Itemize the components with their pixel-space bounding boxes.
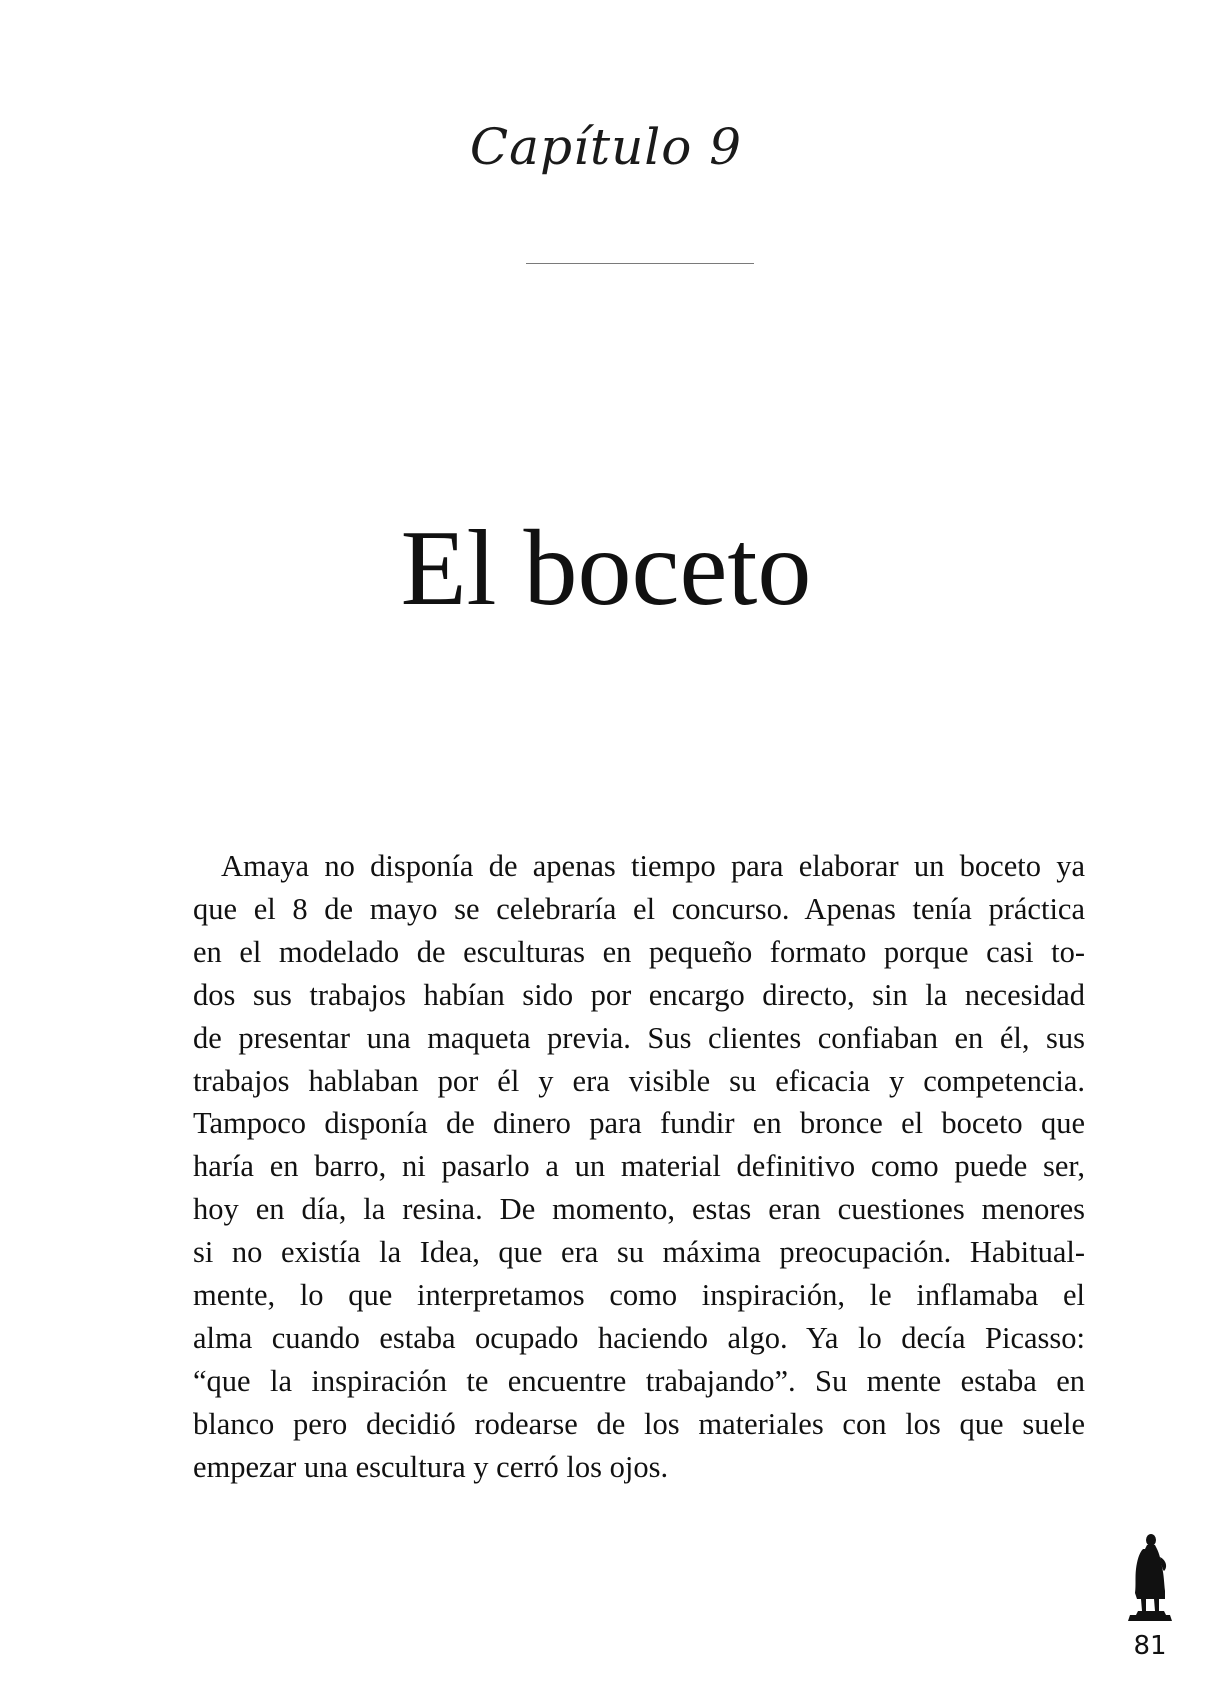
paragraph-line: empezar una escultura y cerró los ojos. bbox=[193, 1449, 669, 1484]
chapter-label: Capítulo 9 bbox=[469, 118, 743, 176]
chapter-divider bbox=[526, 263, 754, 264]
paragraph-line: “que la inspiración te encuentre trabajando”. Su mente estaba en bbox=[193, 1363, 1085, 1398]
chapter-title: El boceto bbox=[400, 509, 812, 628]
page-number: 81 bbox=[1133, 1631, 1167, 1661]
paragraph-line: alma cuando estaba ocupado haciendo algo. Ya lo decía Picasso: bbox=[193, 1320, 1085, 1355]
paragraph-line: que el 8 de mayo se celebraría el concurso. Apenas tenía práctica bbox=[193, 891, 1085, 926]
statue-silhouette-icon bbox=[1124, 1533, 1176, 1623]
paragraph-line: mente, lo que interpretamos como inspiración, le inflamaba el bbox=[193, 1278, 1085, 1313]
paragraph-line: haría en barro, ni pasarlo a un material definitivo como puede ser, bbox=[193, 1149, 1085, 1184]
paragraph-line: si no existía la Idea, que era su máxima preocupación. Habitual- bbox=[193, 1235, 1085, 1270]
paragraph-line: trabajos hablaban por él y era visible su eficacia y competencia. bbox=[193, 1063, 1085, 1098]
paragraph-line: Tampoco disponía de dinero para fundir en bronce el boceto que bbox=[193, 1106, 1085, 1141]
paragraph-line: hoy en día, la resina. De momento, estas eran cuestiones menores bbox=[193, 1192, 1085, 1227]
paragraph-line: dos sus trabajos habían sido por encargo directo, sin la necesidad bbox=[193, 977, 1085, 1012]
paragraph-line: de presentar una maqueta previa. Sus clientes confiaban en él, sus bbox=[193, 1020, 1085, 1055]
paragraph-line: en el modelado de esculturas en pequeño formato porque casi to- bbox=[193, 934, 1085, 969]
body-paragraph bbox=[193, 845, 1085, 1489]
paragraph-line: Amaya no disponía de apenas tiempo para elaborar un boceto ya bbox=[221, 849, 1085, 883]
paragraph-line: blanco pero decidió rodearse de los materiales con los que suele bbox=[193, 1406, 1085, 1441]
